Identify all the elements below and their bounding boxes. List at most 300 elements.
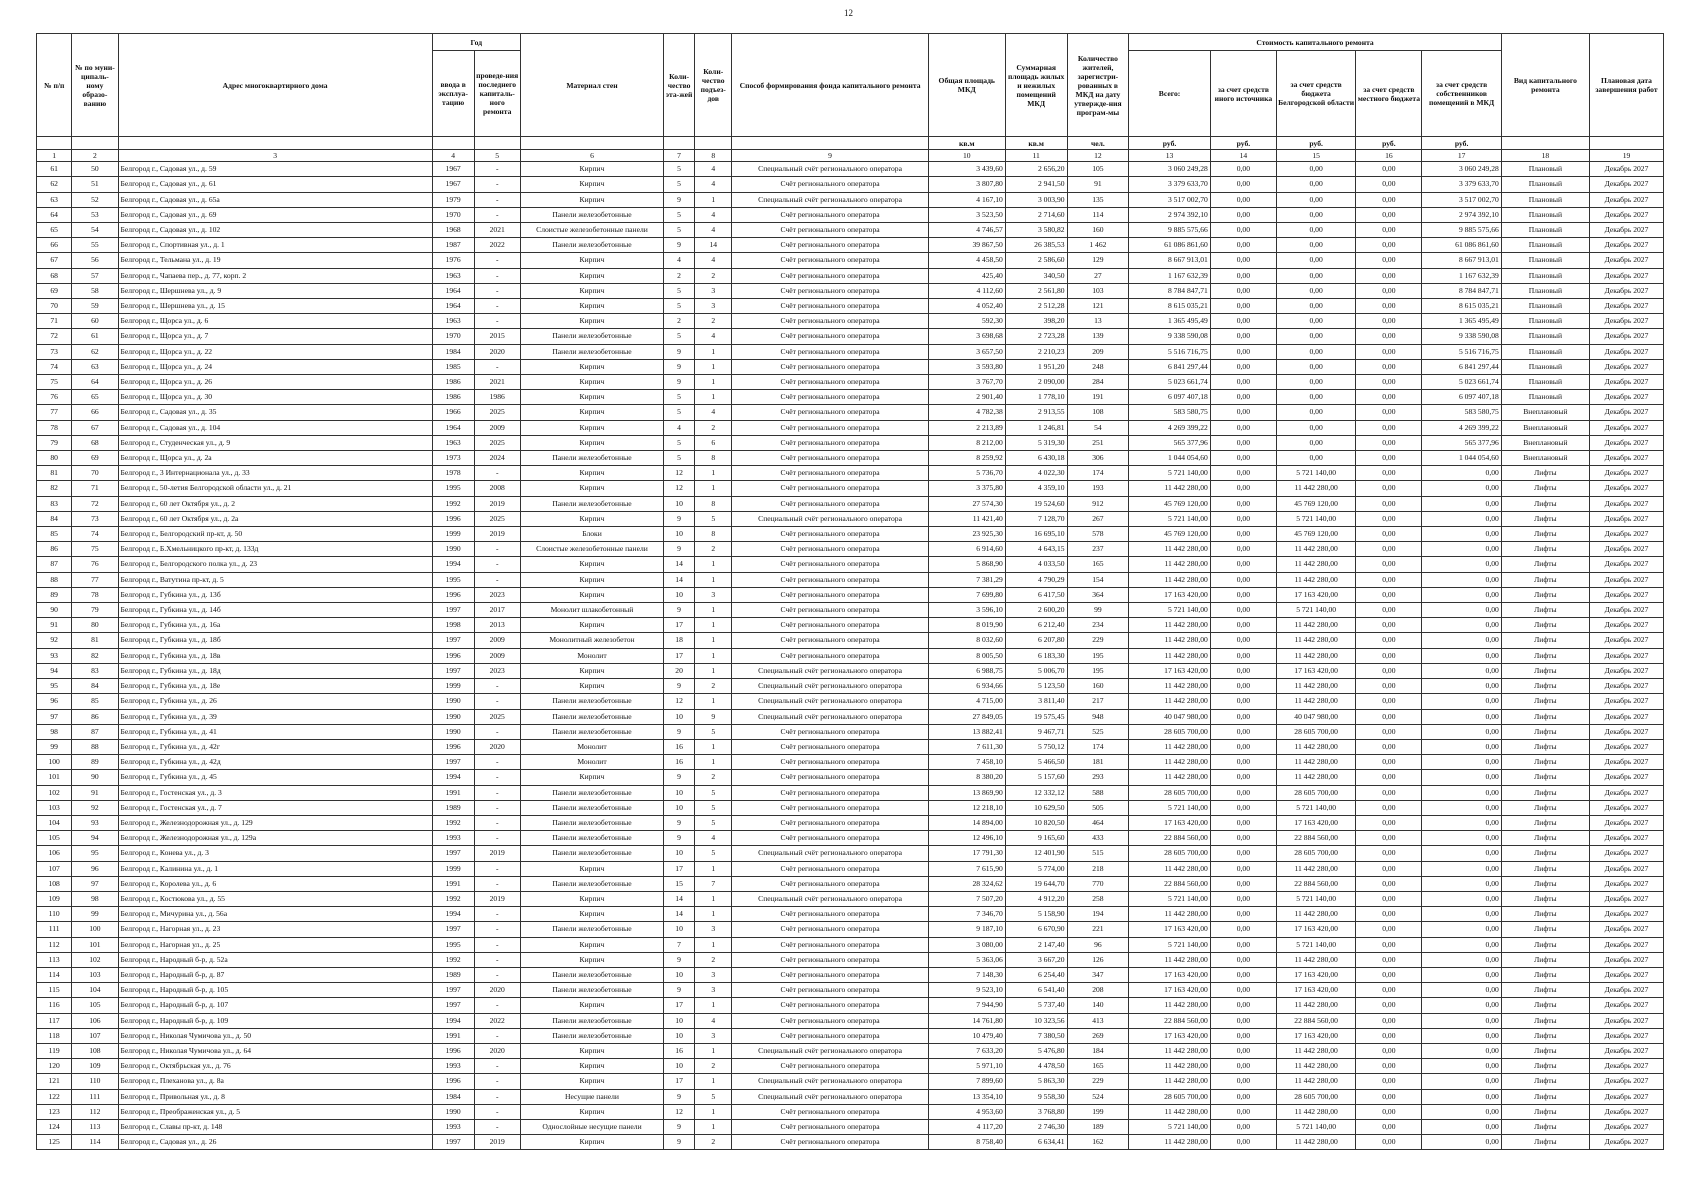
address-cell: Белгород г., Щорса ул., д. 2а xyxy=(118,451,432,466)
commissioning-year-cell: 1999 xyxy=(432,527,474,542)
repair-type-cell: Внеплановый xyxy=(1501,405,1589,420)
last-repair-year-cell: 2019 xyxy=(474,527,520,542)
cost-owners-cell: 9 885 575,66 xyxy=(1422,223,1501,238)
entrances-cell: 3 xyxy=(695,922,732,937)
cost-local-cell: 0,00 xyxy=(1356,238,1422,253)
cost-owners-cell: 0,00 xyxy=(1422,709,1501,724)
cost-local-cell: 0,00 xyxy=(1356,633,1422,648)
table-body xyxy=(37,162,1664,1150)
unit-label: руб. xyxy=(1356,137,1422,150)
header-cost-regional: за счет средств бюджета Белгородской области xyxy=(1276,51,1355,137)
wall-material-cell: Кирпич xyxy=(520,998,663,1013)
commissioning-year-cell: 1993 xyxy=(432,1119,474,1134)
floors-cell: 17 xyxy=(664,648,695,663)
floors-cell: 14 xyxy=(664,572,695,587)
total-area-cell: 3 767,70 xyxy=(928,375,1005,390)
cost-owners-cell: 0,00 xyxy=(1422,679,1501,694)
repair-type-cell: Лифты xyxy=(1501,663,1589,678)
row-number-cell: 85 xyxy=(37,527,72,542)
commissioning-year-cell: 1996 xyxy=(432,1043,474,1058)
repair-type-cell: Лифты xyxy=(1501,861,1589,876)
municipal-number-cell: 92 xyxy=(72,800,118,815)
cost-regional-cell: 11 442 280,00 xyxy=(1276,648,1355,663)
row-number-cell: 82 xyxy=(37,481,72,496)
premises-area-cell: 398,20 xyxy=(1005,314,1067,329)
premises-area-cell: 2 210,23 xyxy=(1005,344,1067,359)
wall-material-cell: Кирпич xyxy=(520,937,663,952)
commissioning-year-cell: 1997 xyxy=(432,998,474,1013)
column-number: 16 xyxy=(1356,150,1422,162)
cost-other-cell: 0,00 xyxy=(1210,679,1276,694)
premises-area-cell: 6 207,80 xyxy=(1005,633,1067,648)
premises-area-cell: 19 575,45 xyxy=(1005,709,1067,724)
residents-cell: 525 xyxy=(1067,724,1129,739)
cost-other-cell: 0,00 xyxy=(1210,420,1276,435)
row-number-cell: 97 xyxy=(37,709,72,724)
row-number-cell: 121 xyxy=(37,1074,72,1089)
premises-area-cell: 5 319,30 xyxy=(1005,435,1067,450)
commissioning-year-cell: 1993 xyxy=(432,831,474,846)
table-row xyxy=(37,983,1664,998)
municipal-number-cell: 70 xyxy=(72,466,118,481)
residents-cell: 181 xyxy=(1067,755,1129,770)
residents-cell: 505 xyxy=(1067,800,1129,815)
municipal-number-cell: 87 xyxy=(72,724,118,739)
cost-local-cell: 0,00 xyxy=(1356,861,1422,876)
cost-owners-cell: 0,00 xyxy=(1422,633,1501,648)
last-repair-year-cell: - xyxy=(474,1059,520,1074)
last-repair-year-cell: - xyxy=(474,967,520,982)
commissioning-year-cell: 1979 xyxy=(432,192,474,207)
premises-area-cell: 2 090,00 xyxy=(1005,375,1067,390)
planned-date-cell: Декабрь 2027 xyxy=(1589,344,1663,359)
total-area-cell: 7 699,80 xyxy=(928,587,1005,602)
fund-method-cell: Счёт регионального оператора xyxy=(732,755,928,770)
fund-method-cell: Счёт регионального оператора xyxy=(732,800,928,815)
wall-material-cell: Кирпич xyxy=(520,511,663,526)
cost-other-cell: 0,00 xyxy=(1210,815,1276,830)
fund-method-cell: Специальный счёт регионального оператора xyxy=(732,846,928,861)
commissioning-year-cell: 1992 xyxy=(432,496,474,511)
address-cell: Белгород г., Губкина ул., д. 18е xyxy=(118,679,432,694)
row-number-cell: 89 xyxy=(37,587,72,602)
entrances-cell: 8 xyxy=(695,527,732,542)
premises-area-cell: 1 246,81 xyxy=(1005,420,1067,435)
cost-local-cell: 0,00 xyxy=(1356,952,1422,967)
entrances-cell: 4 xyxy=(695,177,732,192)
wall-material-cell: Кирпич xyxy=(520,907,663,922)
cost-owners-cell: 0,00 xyxy=(1422,831,1501,846)
cost-local-cell: 0,00 xyxy=(1356,192,1422,207)
residents-cell: 218 xyxy=(1067,861,1129,876)
municipal-number-cell: 82 xyxy=(72,648,118,663)
total-area-cell: 6 934,66 xyxy=(928,679,1005,694)
total-area-cell: 28 324,62 xyxy=(928,876,1005,891)
planned-date-cell: Декабрь 2027 xyxy=(1589,511,1663,526)
floors-cell: 9 xyxy=(664,1119,695,1134)
last-repair-year-cell: - xyxy=(474,1119,520,1134)
cost-local-cell: 0,00 xyxy=(1356,572,1422,587)
last-repair-year-cell: - xyxy=(474,679,520,694)
planned-date-cell: Декабрь 2027 xyxy=(1589,846,1663,861)
cost-other-cell: 0,00 xyxy=(1210,527,1276,542)
floors-cell: 4 xyxy=(664,420,695,435)
cost-regional-cell: 11 442 280,00 xyxy=(1276,1135,1355,1150)
total-area-cell: 2 213,89 xyxy=(928,420,1005,435)
last-repair-year-cell: - xyxy=(474,162,520,177)
entrances-cell: 1 xyxy=(695,1074,732,1089)
cost-other-cell: 0,00 xyxy=(1210,709,1276,724)
municipal-number-cell: 108 xyxy=(72,1043,118,1058)
premises-area-cell: 9 558,30 xyxy=(1005,1089,1067,1104)
fund-method-cell: Счёт регионального оператора xyxy=(732,1135,928,1150)
column-number: 15 xyxy=(1276,150,1355,162)
planned-date-cell: Декабрь 2027 xyxy=(1589,314,1663,329)
wall-material-cell: Слоистые железобетонные панели xyxy=(520,542,663,557)
premises-area-cell: 3 811,40 xyxy=(1005,694,1067,709)
fund-method-cell: Специальный счёт регионального оператора xyxy=(732,1089,928,1104)
commissioning-year-cell: 1989 xyxy=(432,800,474,815)
residents-cell: 114 xyxy=(1067,207,1129,222)
last-repair-year-cell: - xyxy=(474,724,520,739)
floors-cell: 12 xyxy=(664,466,695,481)
premises-area-cell: 5 737,40 xyxy=(1005,998,1067,1013)
cost-owners-cell: 0,00 xyxy=(1422,648,1501,663)
cost-owners-cell: 0,00 xyxy=(1422,511,1501,526)
cost-owners-cell: 0,00 xyxy=(1422,815,1501,830)
planned-date-cell: Декабрь 2027 xyxy=(1589,1119,1663,1134)
row-number-cell: 64 xyxy=(37,207,72,222)
cost-other-cell: 0,00 xyxy=(1210,1135,1276,1150)
last-repair-year-cell: - xyxy=(474,952,520,967)
row-number-cell: 86 xyxy=(37,542,72,557)
cost-total-cell: 583 580,75 xyxy=(1129,405,1211,420)
table-row xyxy=(37,967,1664,982)
wall-material-cell: Слоистые железобетонные панели xyxy=(520,223,663,238)
table-row xyxy=(37,435,1664,450)
commissioning-year-cell: 1997 xyxy=(432,983,474,998)
cost-total-cell: 8 667 913,01 xyxy=(1129,253,1211,268)
planned-date-cell: Декабрь 2027 xyxy=(1589,983,1663,998)
cost-other-cell: 0,00 xyxy=(1210,891,1276,906)
cost-local-cell: 0,00 xyxy=(1356,542,1422,557)
residents-cell: 248 xyxy=(1067,359,1129,374)
municipal-number-cell: 79 xyxy=(72,603,118,618)
address-cell: Белгород г., Губкина ул., д. 42г xyxy=(118,739,432,754)
unit-label: кв.м xyxy=(1005,137,1067,150)
entrances-cell: 1 xyxy=(695,739,732,754)
total-area-cell: 9 187,10 xyxy=(928,922,1005,937)
total-area-cell: 3 657,50 xyxy=(928,344,1005,359)
table-row xyxy=(37,162,1664,177)
fund-method-cell: Счёт регионального оператора xyxy=(732,420,928,435)
total-area-cell: 3 523,50 xyxy=(928,207,1005,222)
floors-cell: 9 xyxy=(664,1135,695,1150)
address-cell: Белгород г., Преображенская ул., д. 5 xyxy=(118,1104,432,1119)
table-row xyxy=(37,876,1664,891)
wall-material-cell: Панели железобетонные xyxy=(520,1013,663,1028)
wall-material-cell: Панели железобетонные xyxy=(520,876,663,891)
planned-date-cell: Декабрь 2027 xyxy=(1589,557,1663,572)
premises-area-cell: 1 951,20 xyxy=(1005,359,1067,374)
cost-owners-cell: 0,00 xyxy=(1422,1043,1501,1058)
municipal-number-cell: 80 xyxy=(72,618,118,633)
planned-date-cell: Декабрь 2027 xyxy=(1589,405,1663,420)
planned-date-cell: Декабрь 2027 xyxy=(1589,967,1663,982)
header-year-group: Год xyxy=(432,34,520,51)
floors-cell: 10 xyxy=(664,922,695,937)
entrances-cell: 5 xyxy=(695,724,732,739)
residents-cell: 160 xyxy=(1067,223,1129,238)
wall-material-cell: Панели железобетонные xyxy=(520,207,663,222)
table-row xyxy=(37,952,1664,967)
total-area-cell: 7 381,29 xyxy=(928,572,1005,587)
wall-material-cell: Кирпич xyxy=(520,466,663,481)
cost-other-cell: 0,00 xyxy=(1210,238,1276,253)
commissioning-year-cell: 1970 xyxy=(432,207,474,222)
entrances-cell: 3 xyxy=(695,1028,732,1043)
last-repair-year-cell: 2025 xyxy=(474,511,520,526)
cost-local-cell: 0,00 xyxy=(1356,663,1422,678)
entrances-cell: 4 xyxy=(695,329,732,344)
cost-local-cell: 0,00 xyxy=(1356,831,1422,846)
cost-owners-cell: 583 580,75 xyxy=(1422,405,1501,420)
residents-cell: 165 xyxy=(1067,1059,1129,1074)
repair-type-cell: Внеплановый xyxy=(1501,451,1589,466)
residents-cell: 54 xyxy=(1067,420,1129,435)
entrances-cell: 1 xyxy=(695,633,732,648)
row-number-cell: 107 xyxy=(37,861,72,876)
planned-date-cell: Декабрь 2027 xyxy=(1589,496,1663,511)
planned-date-cell: Декабрь 2027 xyxy=(1589,618,1663,633)
planned-date-cell: Декабрь 2027 xyxy=(1589,1028,1663,1043)
cost-owners-cell: 0,00 xyxy=(1422,770,1501,785)
premises-area-cell: 4 359,10 xyxy=(1005,481,1067,496)
cost-local-cell: 0,00 xyxy=(1356,359,1422,374)
planned-date-cell: Декабрь 2027 xyxy=(1589,907,1663,922)
cost-owners-cell: 0,00 xyxy=(1422,967,1501,982)
floors-cell: 10 xyxy=(664,587,695,602)
header-planned-date: Плановая дата завершения работ xyxy=(1589,34,1663,137)
planned-date-cell: Декабрь 2027 xyxy=(1589,800,1663,815)
cost-other-cell: 0,00 xyxy=(1210,663,1276,678)
cost-other-cell: 0,00 xyxy=(1210,557,1276,572)
total-area-cell: 4 746,57 xyxy=(928,223,1005,238)
last-repair-year-cell: 2019 xyxy=(474,496,520,511)
floors-cell: 10 xyxy=(664,800,695,815)
wall-material-cell: Кирпич xyxy=(520,952,663,967)
cost-owners-cell: 0,00 xyxy=(1422,907,1501,922)
table-row xyxy=(37,527,1664,542)
last-repair-year-cell: 2024 xyxy=(474,451,520,466)
planned-date-cell: Декабрь 2027 xyxy=(1589,451,1663,466)
planned-date-cell: Декабрь 2027 xyxy=(1589,435,1663,450)
column-number: 1 xyxy=(37,150,72,162)
premises-area-cell: 2 147,40 xyxy=(1005,937,1067,952)
fund-method-cell: Счёт регионального оператора xyxy=(732,435,928,450)
cost-owners-cell: 565 377,96 xyxy=(1422,435,1501,450)
repair-type-cell: Плановый xyxy=(1501,207,1589,222)
total-area-cell: 8 019,90 xyxy=(928,618,1005,633)
cost-other-cell: 0,00 xyxy=(1210,967,1276,982)
total-area-cell: 4 112,60 xyxy=(928,283,1005,298)
residents-cell: 184 xyxy=(1067,1043,1129,1058)
fund-method-cell: Счёт регионального оператора xyxy=(732,1059,928,1074)
cost-regional-cell: 0,00 xyxy=(1276,223,1355,238)
cost-owners-cell: 8 667 913,01 xyxy=(1422,253,1501,268)
municipal-number-cell: 81 xyxy=(72,633,118,648)
cost-other-cell: 0,00 xyxy=(1210,466,1276,481)
planned-date-cell: Декабрь 2027 xyxy=(1589,861,1663,876)
floors-cell: 10 xyxy=(664,785,695,800)
row-number-cell: 115 xyxy=(37,983,72,998)
cost-owners-cell: 0,00 xyxy=(1422,587,1501,602)
residents-cell: 108 xyxy=(1067,405,1129,420)
cost-total-cell: 1 365 495,49 xyxy=(1129,314,1211,329)
repair-type-cell: Лифты xyxy=(1501,1043,1589,1058)
wall-material-cell: Панели железобетонные xyxy=(520,329,663,344)
municipal-number-cell: 74 xyxy=(72,527,118,542)
cost-local-cell: 0,00 xyxy=(1356,648,1422,663)
last-repair-year-cell: - xyxy=(474,1104,520,1119)
table-row xyxy=(37,618,1664,633)
municipal-number-cell: 50 xyxy=(72,162,118,177)
entrances-cell: 1 xyxy=(695,344,732,359)
column-number: 2 xyxy=(72,150,118,162)
municipal-number-cell: 101 xyxy=(72,937,118,952)
entrances-cell: 8 xyxy=(695,496,732,511)
cost-local-cell: 0,00 xyxy=(1356,1059,1422,1074)
cost-total-cell: 5 721 140,00 xyxy=(1129,891,1211,906)
planned-date-cell: Декабрь 2027 xyxy=(1589,1089,1663,1104)
last-repair-year-cell: - xyxy=(474,922,520,937)
planned-date-cell: Декабрь 2027 xyxy=(1589,998,1663,1013)
municipal-number-cell: 57 xyxy=(72,268,118,283)
wall-material-cell: Кирпич xyxy=(520,1059,663,1074)
total-area-cell: 8 005,50 xyxy=(928,648,1005,663)
row-number-cell: 78 xyxy=(37,420,72,435)
cost-other-cell: 0,00 xyxy=(1210,1074,1276,1089)
fund-method-cell: Счёт регионального оператора xyxy=(732,831,928,846)
repair-type-cell: Лифты xyxy=(1501,572,1589,587)
repair-type-cell: Лифты xyxy=(1501,1028,1589,1043)
address-cell: Белгород г., Николая Чумичова ул., д. 50 xyxy=(118,1028,432,1043)
cost-local-cell: 0,00 xyxy=(1356,998,1422,1013)
cost-owners-cell: 0,00 xyxy=(1422,663,1501,678)
cost-total-cell: 3 517 002,70 xyxy=(1129,192,1211,207)
residents-cell: 364 xyxy=(1067,587,1129,602)
floors-cell: 9 xyxy=(664,831,695,846)
total-area-cell: 3 698,68 xyxy=(928,329,1005,344)
planned-date-cell: Декабрь 2027 xyxy=(1589,1104,1663,1119)
residents-cell: 199 xyxy=(1067,1104,1129,1119)
fund-method-cell: Счёт регионального оператора xyxy=(732,876,928,891)
wall-material-cell: Однослойные несущие панели xyxy=(520,1119,663,1134)
premises-area-cell: 2 714,60 xyxy=(1005,207,1067,222)
repair-type-cell: Лифты xyxy=(1501,785,1589,800)
municipal-number-cell: 54 xyxy=(72,223,118,238)
cost-other-cell: 0,00 xyxy=(1210,633,1276,648)
last-repair-year-cell: - xyxy=(474,907,520,922)
premises-area-cell: 10 323,56 xyxy=(1005,1013,1067,1028)
entrances-cell: 1 xyxy=(695,1104,732,1119)
total-area-cell: 10 479,40 xyxy=(928,1028,1005,1043)
cost-total-cell: 28 605 700,00 xyxy=(1129,846,1211,861)
cost-total-cell: 5 721 140,00 xyxy=(1129,466,1211,481)
cost-other-cell: 0,00 xyxy=(1210,1089,1276,1104)
wall-material-cell: Панели железобетонные xyxy=(520,1028,663,1043)
address-cell: Белгород г., 60 лет Октября ул., д. 2а xyxy=(118,511,432,526)
premises-area-cell: 4 478,50 xyxy=(1005,1059,1067,1074)
municipal-number-cell: 95 xyxy=(72,846,118,861)
total-area-cell: 4 782,38 xyxy=(928,405,1005,420)
last-repair-year-cell: 2023 xyxy=(474,587,520,602)
entrances-cell: 3 xyxy=(695,587,732,602)
planned-date-cell: Декабрь 2027 xyxy=(1589,572,1663,587)
header-cost-owners: за счет средств собственников помещений в МКД xyxy=(1422,51,1501,137)
commissioning-year-cell: 1999 xyxy=(432,679,474,694)
premises-area-cell: 6 430,18 xyxy=(1005,451,1067,466)
cost-regional-cell: 5 721 140,00 xyxy=(1276,466,1355,481)
residents-cell: 229 xyxy=(1067,1074,1129,1089)
floors-cell: 16 xyxy=(664,755,695,770)
repair-type-cell: Лифты xyxy=(1501,466,1589,481)
premises-area-cell: 2 512,28 xyxy=(1005,299,1067,314)
repair-type-cell: Плановый xyxy=(1501,268,1589,283)
floors-cell: 5 xyxy=(664,207,695,222)
commissioning-year-cell: 1990 xyxy=(432,542,474,557)
table-row xyxy=(37,451,1664,466)
cost-other-cell: 0,00 xyxy=(1210,648,1276,663)
residents-cell: 154 xyxy=(1067,572,1129,587)
repair-type-cell: Внеплановый xyxy=(1501,435,1589,450)
municipal-number-cell: 84 xyxy=(72,679,118,694)
wall-material-cell: Панели железобетонные xyxy=(520,967,663,982)
cost-total-cell: 1 044 054,60 xyxy=(1129,451,1211,466)
cost-other-cell: 0,00 xyxy=(1210,785,1276,800)
repair-type-cell: Лифты xyxy=(1501,831,1589,846)
residents-cell: 221 xyxy=(1067,922,1129,937)
unit-label: руб. xyxy=(1276,137,1355,150)
last-repair-year-cell: 2025 xyxy=(474,405,520,420)
floors-cell: 9 xyxy=(664,1089,695,1104)
repair-type-cell: Лифты xyxy=(1501,1013,1589,1028)
address-cell: Белгород г., Нагорная ул., д. 23 xyxy=(118,922,432,937)
cost-local-cell: 0,00 xyxy=(1356,1043,1422,1058)
cost-other-cell: 0,00 xyxy=(1210,314,1276,329)
cost-regional-cell: 11 442 280,00 xyxy=(1276,694,1355,709)
premises-area-cell: 4 912,20 xyxy=(1005,891,1067,906)
header-cost-total: Всего: xyxy=(1129,51,1211,137)
repair-type-cell: Лифты xyxy=(1501,907,1589,922)
repair-type-cell: Лифты xyxy=(1501,557,1589,572)
cost-owners-cell: 0,00 xyxy=(1422,952,1501,967)
planned-date-cell: Декабрь 2027 xyxy=(1589,709,1663,724)
cost-local-cell: 0,00 xyxy=(1356,344,1422,359)
fund-method-cell: Счёт регионального оператора xyxy=(732,299,928,314)
premises-area-cell: 19 524,60 xyxy=(1005,496,1067,511)
table-row xyxy=(37,223,1664,238)
planned-date-cell: Декабрь 2027 xyxy=(1589,1135,1663,1150)
commissioning-year-cell: 1986 xyxy=(432,375,474,390)
cost-other-cell: 0,00 xyxy=(1210,162,1276,177)
commissioning-year-cell: 1996 xyxy=(432,587,474,602)
total-area-cell: 4 715,00 xyxy=(928,694,1005,709)
address-cell: Белгород г., Щорса ул., д. 30 xyxy=(118,390,432,405)
table-row xyxy=(37,1104,1664,1119)
last-repair-year-cell: - xyxy=(474,207,520,222)
planned-date-cell: Декабрь 2027 xyxy=(1589,390,1663,405)
